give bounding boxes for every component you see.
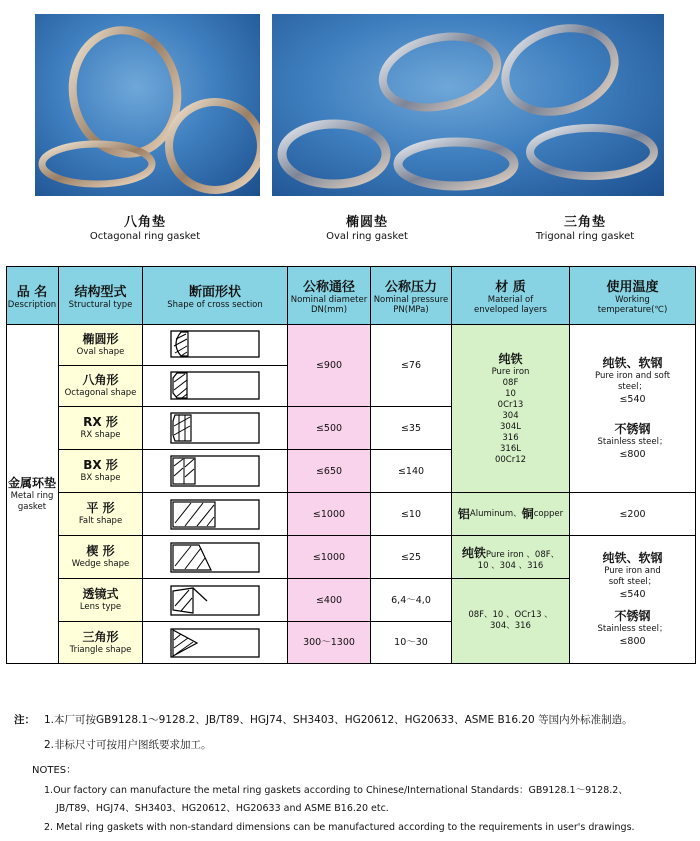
temperature-group2 xyxy=(570,536,696,664)
type-triangle-en: Triangle shape xyxy=(69,644,132,655)
temp-group1-value2: ≤800 xyxy=(619,449,646,460)
header-diameter-en2: DN(mm) xyxy=(310,304,348,315)
material-group1-line: Pure iron xyxy=(491,366,530,377)
oval-trigonal-gasket-photo xyxy=(272,14,664,196)
pressure-triangle: 10～30 xyxy=(371,622,452,664)
pressure-oval-octagonal: ≤76 xyxy=(371,325,452,407)
temp-group2-value1: ≤540 xyxy=(619,589,646,600)
material-group1-line: 304 xyxy=(502,410,519,421)
header-diameter-en1: Nominal diameter xyxy=(290,294,368,305)
header-description xyxy=(6,266,59,325)
bx-section-drawing xyxy=(143,450,288,492)
header-pressure xyxy=(371,266,452,325)
header-description-zh: 品 名 xyxy=(16,284,48,300)
header-diameter xyxy=(288,266,371,325)
notes-en-label: NOTES： xyxy=(32,765,77,776)
caption-octagonal-zh: 八角垫 xyxy=(123,215,166,230)
header-material-en2: enveloped layers xyxy=(474,304,547,315)
shape-bx-section xyxy=(143,450,288,493)
description-zh: 金属环垫 xyxy=(7,475,56,490)
type-rx-zh: RX 形 xyxy=(83,415,118,429)
shape-octagonal-section xyxy=(143,366,288,407)
temp-group2-value2: ≤800 xyxy=(619,636,646,647)
notes-zh-2: 2.非标尺寸可按用户图纸要求加工。 xyxy=(44,739,212,751)
type-rx xyxy=(59,407,143,450)
temp-group2-line2: soft steel； xyxy=(608,577,657,587)
type-octagonal-zh: 八角形 xyxy=(82,373,119,387)
shape-oval-section xyxy=(143,325,288,366)
type-wedge xyxy=(59,536,143,579)
shape-flat-section xyxy=(143,493,288,536)
notes-en-2: 2. Metal ring gaskets with non-standard dimensions can be manufactured according to the requirements in user's drawings. xyxy=(44,822,635,833)
caption-octagonal xyxy=(55,211,235,242)
type-bx xyxy=(59,450,143,493)
material-wedge-line2: 10 、304 、316 xyxy=(477,561,544,571)
wedge-section-drawing xyxy=(143,536,288,578)
material-group1 xyxy=(452,325,570,493)
flat-section-drawing xyxy=(143,493,288,535)
type-rx-en: RX shape xyxy=(80,430,121,440)
triangle-section-drawing xyxy=(143,622,288,663)
pressure-rx: ≤35 xyxy=(371,407,452,450)
type-bx-zh: BX 形 xyxy=(83,458,118,472)
caption-oval-en: Oval ring gasket xyxy=(326,231,408,242)
pressure-wedge: ≤25 xyxy=(371,536,452,579)
type-lens xyxy=(59,579,143,622)
temperature-group1 xyxy=(570,325,696,493)
header-pressure-en1: Nominal pressure xyxy=(373,294,449,305)
octagonal-section-drawing xyxy=(143,366,288,406)
diameter-lens: ≤400 xyxy=(288,579,371,622)
type-triangle-zh: 三角形 xyxy=(82,629,119,644)
notes-en-1b: JB/T89、HGJ74、SH3403、HG20612、HG20633 and ASME B16.20 etc. xyxy=(56,803,389,814)
header-material-zh: 材 质 xyxy=(495,279,526,295)
caption-oval-zh: 椭圆垫 xyxy=(345,215,388,230)
material-group2 xyxy=(452,579,570,664)
header-temperature xyxy=(570,266,696,325)
material-group1-line: 08F xyxy=(502,377,519,388)
header-diameter-zh: 公称通径 xyxy=(302,279,355,295)
temp-group1-value1: ≤540 xyxy=(619,394,646,405)
header-shape-zh: 断面形状 xyxy=(188,284,241,300)
shape-rx-section xyxy=(143,407,288,450)
material-flat xyxy=(452,493,570,536)
material-wedge xyxy=(452,536,570,579)
type-octagonal xyxy=(59,366,143,407)
rx-section-drawing xyxy=(143,407,288,449)
notes-zh-1: 1.本厂可按GB9128.1～9128.2、JB/T89、HGJ74、SH3403、HG20612、HG20633、ASME B16.20 等国内外标准制造。 xyxy=(44,714,633,726)
material-group2-line2: 304、316 xyxy=(490,621,531,631)
type-lens-en: Lens type xyxy=(79,602,122,612)
shape-wedge-section xyxy=(143,536,288,579)
type-triangle xyxy=(59,622,143,664)
temp-group2-line1: Pure iron and xyxy=(604,566,661,576)
material-flat-zh2: 铜 xyxy=(521,506,534,521)
octagonal-gasket-image xyxy=(35,14,260,196)
material-group1-line: 316 xyxy=(502,432,519,443)
caption-trigonal-en: Trigonal ring gasket xyxy=(535,231,635,242)
pressure-lens: 6,4～4,0 xyxy=(371,579,452,622)
temperature-flat: ≤200 xyxy=(570,493,696,536)
material-group1-line: 304L xyxy=(500,421,521,432)
notes-en-1a: 1.Our factory can manufacture the metal ring gaskets according to Chinese/International Standards：GB9128.1～9128.2、 xyxy=(44,785,628,796)
type-octagonal-en: Octagonal shape xyxy=(64,388,137,398)
lens-section-drawing xyxy=(143,579,288,621)
temp-group1-line3: Stainless steel； xyxy=(597,437,668,447)
shape-lens-section xyxy=(143,579,288,622)
header-shape xyxy=(143,266,288,325)
type-flat-zh: 平 形 xyxy=(86,501,115,515)
header-material-en1: Material of xyxy=(487,294,534,305)
diameter-oval-octagonal: ≤900 xyxy=(288,325,371,407)
description-metal-ring-gasket xyxy=(6,325,59,664)
header-material xyxy=(452,266,570,325)
type-oval-zh: 椭圆形 xyxy=(82,332,119,346)
type-wedge-en: Wedge shape xyxy=(71,559,130,569)
gasket-spec-table xyxy=(6,266,696,664)
notes-zh-label: 注： xyxy=(14,714,35,726)
header-type-zh: 结构型式 xyxy=(74,284,127,300)
diameter-triangle: 300～1300 xyxy=(288,622,371,664)
pressure-bx: ≤140 xyxy=(371,450,452,493)
header-type xyxy=(59,266,143,325)
material-group1-line: 0Cr13 xyxy=(497,399,524,410)
material-group1-line: 10 xyxy=(505,388,516,399)
material-flat-en2: copper xyxy=(533,508,564,519)
type-flat-en: Falt shape xyxy=(78,516,123,526)
pressure-flat: ≤10 xyxy=(371,493,452,536)
diameter-bx: ≤650 xyxy=(288,450,371,493)
type-oval xyxy=(59,325,143,366)
header-temperature-en2: temperature(℃) xyxy=(597,304,668,315)
type-wedge-zh: 楔 形 xyxy=(86,544,115,558)
temp-group2-line3: Stainless steel； xyxy=(597,624,668,634)
material-flat-zh: 铝 xyxy=(457,506,470,521)
type-bx-en: BX shape xyxy=(80,473,121,483)
material-group1-line: 00Cr12 xyxy=(494,454,527,465)
temp-group2-zh1: 纯铁、软钢 xyxy=(602,551,663,565)
type-lens-zh: 透镜式 xyxy=(82,587,119,601)
header-pressure-en2: PN(MPa) xyxy=(393,304,429,315)
octagonal-gasket-photo xyxy=(35,14,260,196)
header-temperature-en1: Working xyxy=(615,294,650,305)
diameter-rx: ≤500 xyxy=(288,407,371,450)
caption-oval xyxy=(292,211,442,242)
caption-octagonal-en: Octagonal ring gasket xyxy=(89,231,201,242)
material-group1-zh: 纯铁 xyxy=(498,351,523,366)
caption-trigonal xyxy=(505,211,665,242)
material-group2-line1: 08F、10 、OCr13 、 xyxy=(468,610,553,620)
material-wedge-line1: Pure iron 、08F、 xyxy=(485,550,560,560)
temp-group1-zh1: 纯铁、软钢 xyxy=(602,356,663,370)
temp-group2-zh2: 不锈钢 xyxy=(614,609,651,623)
header-description-en: Description xyxy=(7,299,57,310)
temp-group1-line1: Pure iron and soft xyxy=(594,371,671,381)
diameter-wedge: ≤1000 xyxy=(288,536,371,579)
temp-group1-line2: steel； xyxy=(617,382,648,392)
oval-section-drawing xyxy=(143,325,288,365)
temp-group1-zh2: 不锈钢 xyxy=(614,422,651,436)
header-shape-en: Shape of cross section xyxy=(167,299,263,310)
type-oval-en: Oval shape xyxy=(76,347,125,357)
description-en2: gasket xyxy=(17,501,47,512)
description-en1: Metal ring xyxy=(10,490,54,501)
diameter-flat: ≤1000 xyxy=(288,493,371,536)
header-type-en: Structural type xyxy=(68,299,133,310)
type-flat xyxy=(59,493,143,536)
header-pressure-zh: 公称压力 xyxy=(384,279,437,295)
material-group1-line: 316L xyxy=(500,443,521,454)
caption-trigonal-zh: 三角垫 xyxy=(563,215,606,230)
header-temperature-zh: 使用温度 xyxy=(606,279,659,295)
material-flat-en: Aluminum、 xyxy=(469,508,522,519)
material-wedge-zh: 纯铁 xyxy=(461,546,486,560)
oval-trigonal-gasket-image xyxy=(272,14,664,196)
shape-triangle-section xyxy=(143,622,288,664)
